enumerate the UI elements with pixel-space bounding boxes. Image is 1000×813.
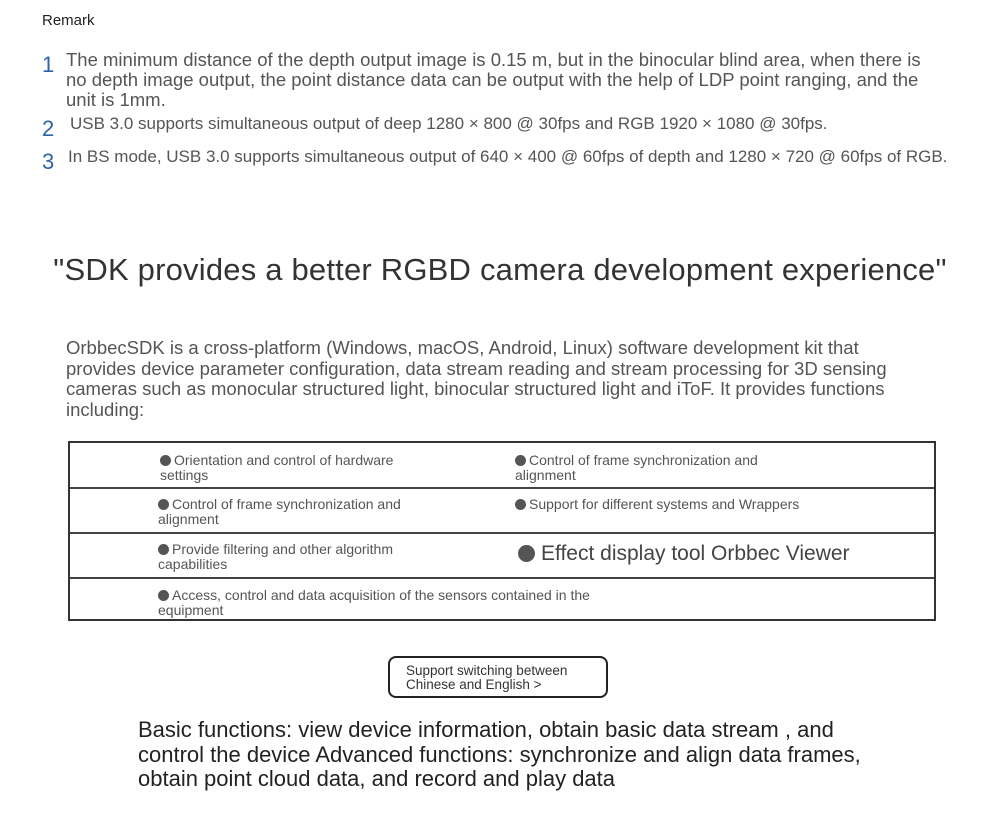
feature-cell: Access, control and data acquisition of the sensors contained in the equipment (158, 587, 590, 618)
remark-text: In BS mode, USB 3.0 supports simultaneous output of 640 × 400 @ 60fps of depth and 1280 × 720 @ 60fps of RGB. (68, 147, 948, 166)
feature-cell: Support for different systems and Wrappers (515, 497, 875, 512)
feature-row (70, 534, 934, 579)
remark-number: 2 (42, 116, 55, 141)
bullet-icon (515, 455, 526, 466)
feature-cell: Control of frame synchronization and alignment (515, 452, 758, 483)
feature-row (70, 489, 934, 534)
bullet-icon (158, 544, 169, 555)
language-switch-button[interactable] (388, 656, 608, 698)
remark-title: Remark (42, 12, 95, 29)
feature-cell: Orientation and control of hardware settings (160, 452, 394, 483)
page-headline: "SDK provides a better RGBD camera development experience" (53, 252, 947, 287)
sdk-intro-paragraph: OrbbecSDK is a cross-platform (Windows, macOS, Android, Linux) software development kit that provides device parameter configuration, data stream reading and stream processing for 3D sensing cameras such as monocular structured light, binocular structured light and iToF. It provides functions including: (66, 337, 887, 420)
bullet-icon (158, 499, 169, 510)
feature-cell: Control of frame synchronization and alignment (158, 496, 401, 527)
remark-item (42, 147, 947, 175)
bullet-icon (160, 455, 171, 466)
functions-summary: Basic functions: view device information, obtain basic data stream , and control the device Advanced functions: synchronize and align data frames, obtain point cloud data, and record and play data (138, 717, 861, 791)
language-switch-label: Support switching between Chinese and English > (406, 663, 568, 692)
bullet-icon (515, 499, 526, 510)
feature-cell: Effect display tool Orbbec Viewer (518, 542, 918, 566)
bullet-icon (158, 590, 169, 601)
feature-cell: Provide filtering and other algorithm capabilities (158, 541, 394, 572)
remark-text: USB 3.0 supports simultaneous output of deep 1280 × 800 @ 30fps and RGB 1920 × 1080 @ 30fps. (70, 114, 828, 133)
feature-row (70, 443, 934, 489)
feature-table (68, 441, 936, 621)
remark-item (42, 114, 828, 142)
remark-text: The minimum distance of the depth output image is 0.15 m, but in the binocular blind area, when there is no depth image output, the point distance data can be output with the help of LDP point ranging, and the unit is 1mm. (66, 49, 921, 110)
remark-number: 1 (42, 52, 55, 77)
feature-row (70, 579, 934, 619)
bullet-icon (518, 545, 535, 562)
remark-item (42, 50, 946, 110)
remark-number: 3 (42, 149, 55, 174)
